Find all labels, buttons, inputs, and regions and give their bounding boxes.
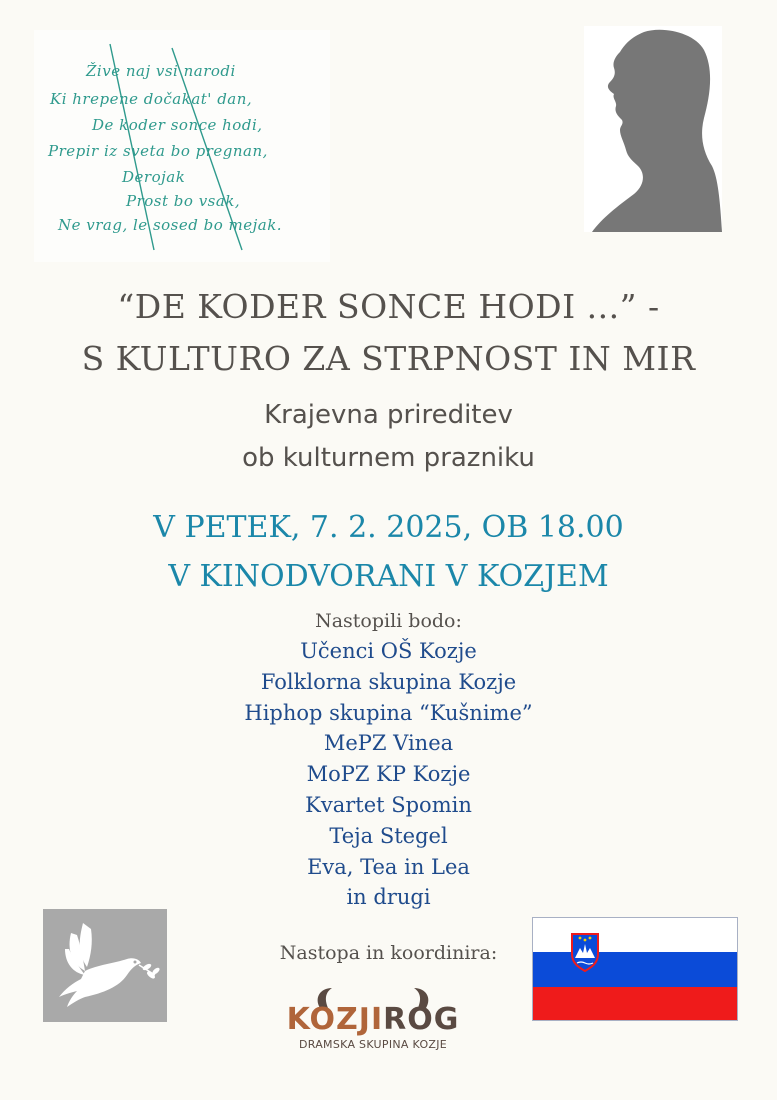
flag-red-stripe <box>533 987 737 1021</box>
performer-item: Kvartet Spomin <box>305 792 472 817</box>
manuscript-line: Prepir iz sveta bo pregnan, <box>48 142 268 160</box>
silhouette-shape <box>584 26 722 232</box>
logo-tagline: DRAMSKA SKUPINA KOZJE <box>298 1038 448 1051</box>
performer-item: Folklorna skupina Kozje <box>260 669 517 694</box>
coat-of-arms-icon <box>570 932 600 972</box>
flag-blue-stripe <box>533 952 737 987</box>
event-venue: V KINODVORANI V KOZJEM <box>168 559 609 594</box>
performer-item: MoPZ KP Kozje <box>306 762 471 787</box>
event-date: V PETEK, 7. 2. 2025, OB 18.00 <box>153 510 624 545</box>
performer-item: Eva, Tea in Lea <box>307 854 470 879</box>
manuscript-line: Ki hrepene dočakat' dan, <box>50 90 253 108</box>
event-subtitle-line-1: Krajevna prireditev <box>264 400 513 430</box>
coordinator-label: Nastopa in koordinira: <box>279 942 498 964</box>
event-title-line-1: “DE KODER SONCE HODI ...” - <box>117 287 660 326</box>
poet-silhouette-image <box>584 26 722 232</box>
flag-white-stripe <box>533 918 737 952</box>
logo-wordmark <box>268 1002 478 1037</box>
event-subtitle-line-2: ob kulturnem prazniku <box>242 443 535 473</box>
performer-item: Hiphop skupina “Kušnime” <box>244 700 533 725</box>
manuscript-line: Derojak <box>122 168 186 186</box>
performers-list <box>0 636 777 913</box>
manuscript-line: Prost bo vsak, <box>126 192 241 210</box>
manuscript-line: De koder sonce hodi, <box>92 116 263 134</box>
dove-with-olive-branch-icon <box>43 909 167 1022</box>
performer-item: MePZ Vinea <box>323 731 454 756</box>
manuscript-line: Ne vrag, le sosed bo mejak. <box>58 216 283 234</box>
performers-heading: Nastopili bodo: <box>315 610 462 632</box>
performer-item: Teja Stegel <box>329 823 448 848</box>
performer-item: Učenci OŠ Kozje <box>300 639 477 663</box>
dove-image <box>43 909 167 1022</box>
event-title-line-2: S KULTURO ZA STRPNOST IN MIR <box>81 339 696 378</box>
slovenian-flag <box>532 917 738 1021</box>
logo-word-kozji: KOZJI <box>286 1002 384 1037</box>
kozji-rog-logo <box>268 980 478 1060</box>
manuscript-line: Žive naj vsi narodi <box>86 62 236 80</box>
logo-word-rog: ROG <box>383 1002 460 1037</box>
performer-item: in drugi <box>346 885 431 910</box>
manuscript-image <box>34 30 330 262</box>
